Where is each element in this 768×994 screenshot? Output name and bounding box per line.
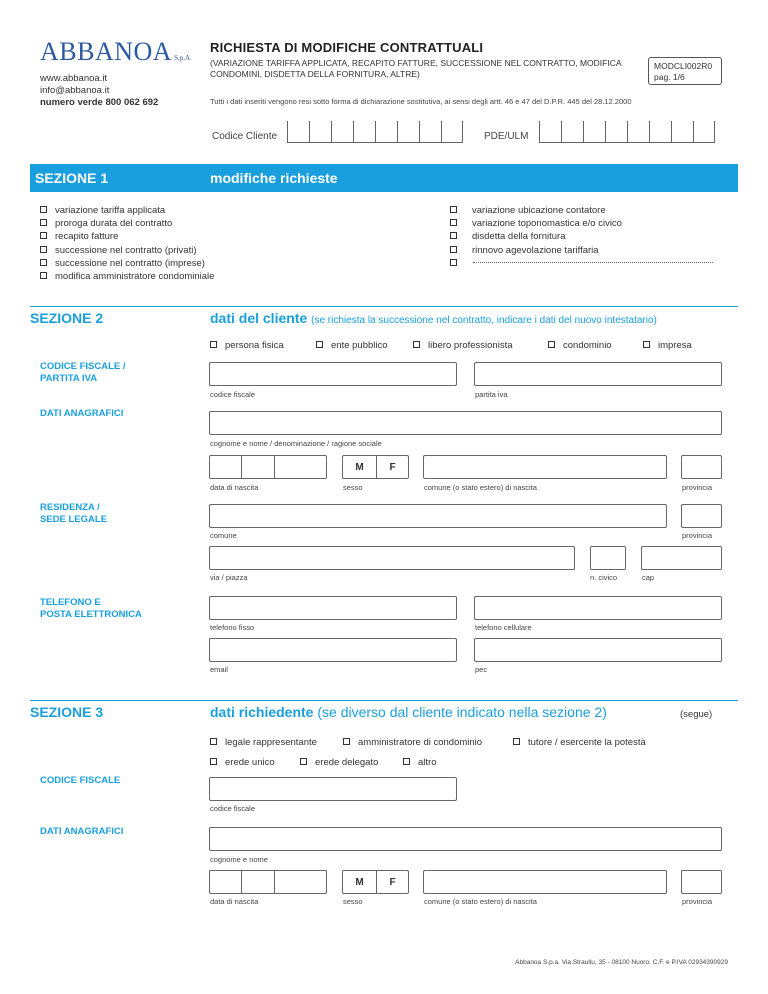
- form-code-box: [648, 57, 722, 85]
- checkbox[interactable]: [643, 341, 650, 348]
- comune-caption: comune: [210, 531, 237, 540]
- comune-nascita-input[interactable]: [423, 455, 667, 479]
- provincia-nascita-caption-3: provincia: [682, 897, 713, 906]
- cap-caption: cap: [642, 573, 655, 582]
- option-rinnovo-agevolazione[interactable]: rinnovo agevolazione tariffaria: [450, 244, 622, 257]
- option-successione-imprese[interactable]: successione nel contratto (imprese): [40, 257, 214, 270]
- data-nascita-caption-3: data di nascita: [210, 897, 259, 906]
- codice-fiscale-input-3[interactable]: [209, 777, 457, 801]
- checkbox[interactable]: [300, 758, 307, 765]
- section-2-note: (se richiesta la successione nel contratto, indicare i dati del nuovo intestatario): [311, 315, 657, 326]
- nome-input[interactable]: [209, 411, 722, 435]
- sex-f-3[interactable]: F: [376, 871, 408, 893]
- partita-iva-input[interactable]: [474, 362, 722, 386]
- checkbox[interactable]: [40, 259, 47, 266]
- codice-fiscale-input[interactable]: [209, 362, 457, 386]
- altro-line[interactable]: [473, 262, 713, 263]
- section-2-number: SEZIONE 2: [30, 310, 104, 326]
- section-3-number: SEZIONE 3: [30, 704, 104, 720]
- checkbox[interactable]: [450, 232, 457, 239]
- role-erede-unico[interactable]: erede unico: [210, 757, 275, 768]
- pec-input[interactable]: [474, 638, 722, 662]
- option-ubicazione-contatore[interactable]: variazione ubicazione contatore: [450, 204, 622, 217]
- sesso-input[interactable]: [342, 455, 409, 479]
- checkbox[interactable]: [450, 219, 457, 226]
- telefono-cellulare-caption: telefono cellulare: [475, 623, 532, 632]
- checkbox[interactable]: [40, 272, 47, 279]
- form-code: MODCLI002R0: [654, 61, 713, 71]
- checkbox[interactable]: [413, 341, 420, 348]
- type-persona-fisica[interactable]: persona fisica: [210, 340, 284, 351]
- comune-nascita-caption-3: comune (o stato estero) di nascita: [424, 897, 537, 906]
- section-2-title: dati del cliente (se richiesta la successione nel contratto, indicare i dati del nuovo intestatario): [210, 310, 657, 326]
- sex-m[interactable]: M: [355, 461, 364, 473]
- pde-input[interactable]: [539, 121, 715, 143]
- role-tutore[interactable]: tutore / esercente la potestà: [513, 737, 646, 748]
- email-input[interactable]: [209, 638, 457, 662]
- checkbox[interactable]: [210, 738, 217, 745]
- sesso-caption-3: sesso: [343, 897, 363, 906]
- section-3-title: dati richiedente (se diverso dal cliente indicato nella sezione 2): [210, 704, 607, 720]
- telefono-fisso-input[interactable]: [209, 596, 457, 620]
- checkbox[interactable]: [450, 246, 457, 253]
- via-caption: via / piazza: [210, 573, 248, 582]
- role-altro[interactable]: altro: [403, 757, 436, 768]
- page-number: pag. 1/6: [654, 72, 685, 82]
- label-cf-piva: CODICE FISCALE / PARTITA IVA: [40, 361, 126, 384]
- role-amministratore[interactable]: amministratore di condominio: [343, 737, 482, 748]
- checkbox[interactable]: [316, 341, 323, 348]
- section-3-note: (se diverso dal cliente indicato nella sezione 2): [317, 704, 607, 720]
- role-erede-delegato[interactable]: erede delegato: [300, 757, 378, 768]
- abbanoa-logo: ABBANOA S.p.A.: [40, 37, 192, 66]
- nome-caption: cognome e nome / denominazione / ragione sociale: [210, 439, 382, 448]
- checkbox[interactable]: [403, 758, 410, 765]
- role-legale-rappresentante[interactable]: legale rappresentante: [210, 737, 317, 748]
- checkbox[interactable]: [210, 758, 217, 765]
- checkbox[interactable]: [40, 206, 47, 213]
- section-1-title: modifiche richieste: [210, 170, 338, 186]
- option-toponomastica[interactable]: variazione toponomastica e/o civico: [450, 217, 622, 230]
- data-nascita-input-3[interactable]: [209, 870, 327, 894]
- checkbox[interactable]: [40, 246, 47, 253]
- telefono-cellulare-input[interactable]: [474, 596, 722, 620]
- codice-fiscale-caption-3: codice fiscale: [210, 804, 256, 813]
- comune-nascita-caption: comune (o stato estero) di nascita: [424, 483, 537, 492]
- option-disdetta[interactable]: disdetta della fornitura: [450, 230, 622, 243]
- provincia-nascita-input-3[interactable]: [681, 870, 722, 894]
- via-input[interactable]: [209, 546, 575, 570]
- provincia-input[interactable]: [681, 504, 722, 528]
- toll-free-number: numero verde 800 062 692: [40, 97, 159, 108]
- checkbox[interactable]: [548, 341, 555, 348]
- cap-input[interactable]: [641, 546, 722, 570]
- type-libero-professionista[interactable]: libero professionista: [413, 340, 513, 351]
- option-recapito-fatture[interactable]: recapito fatture: [40, 230, 214, 243]
- data-nascita-input[interactable]: [209, 455, 327, 479]
- checkbox[interactable]: [40, 232, 47, 239]
- section-1-left-options: [40, 204, 214, 283]
- label-dati-anagrafici: DATI ANAGRAFICI: [40, 408, 124, 419]
- option-successione-privati[interactable]: successione nel contratto (privati): [40, 244, 214, 257]
- sex-f[interactable]: F: [376, 456, 408, 478]
- codice-cliente-input[interactable]: [287, 121, 463, 143]
- pec-caption: pec: [475, 665, 488, 674]
- codice-cliente-label: Codice Cliente: [212, 131, 278, 142]
- footer-company-info: Abbanoa S.p.a. Via Straullu, 35 - 08100 Nuoro. C.F. e P.IVA 02934390929: [515, 959, 728, 966]
- section-1-header: [30, 164, 738, 192]
- sesso-input-3[interactable]: [342, 870, 409, 894]
- provincia-nascita-input[interactable]: [681, 455, 722, 479]
- nome-input-3[interactable]: [209, 827, 722, 851]
- section-1-right-options: [450, 204, 622, 270]
- checkbox[interactable]: [343, 738, 350, 745]
- codice-fiscale-caption: codice fiscale: [210, 390, 256, 399]
- label-residenza: RESIDENZA / SEDE LEGALE: [40, 502, 108, 525]
- pde-label: PDE/ULM: [484, 131, 529, 142]
- sex-m-3[interactable]: M: [355, 876, 364, 888]
- page-subtitle: (VARIAZIONE TARIFFA APPLICATA, RECAPITO FATTURE, SUCCESSIONE NEL CONTRATTO, MODIFICA CONDOMINI, DISDETTA DELLA FORNITURA, ALTRE): [210, 58, 622, 79]
- partita-iva-caption: partita iva: [475, 390, 508, 399]
- section-3-divider: [30, 700, 738, 701]
- checkbox[interactable]: [450, 206, 457, 213]
- contact-email[interactable]: info@abbanoa.it: [40, 85, 110, 96]
- section-1-number: SEZIONE 1: [35, 170, 109, 186]
- data-nascita-caption: data di nascita: [210, 483, 259, 492]
- option-proroga-durata[interactable]: proroga durata del contratto: [40, 217, 214, 230]
- checkbox[interactable]: [40, 219, 47, 226]
- legal-notice: Tutti i dati inseriti vengono resi sotto forma di dichiarazione sostitutiva, ai sensi degli artt. 46 e 47 del D.P.R. 445 del 28.12.2000: [210, 97, 632, 106]
- comune-nascita-input-3[interactable]: [423, 870, 667, 894]
- segue-label: (segue): [680, 709, 713, 720]
- option-modifica-amministratore[interactable]: modifica amministratore condominiale: [40, 270, 214, 283]
- checkbox[interactable]: [513, 738, 520, 745]
- label-codice-fiscale-3: CODICE FISCALE: [40, 775, 121, 786]
- checkbox[interactable]: [450, 259, 457, 266]
- checkbox[interactable]: [210, 341, 217, 348]
- telefono-fisso-caption: telefono fisso: [210, 623, 255, 632]
- option-altro[interactable]: [450, 257, 622, 270]
- civico-caption: n. civico: [590, 573, 618, 582]
- nome-caption-3: cognome e nome: [210, 855, 268, 864]
- option-variazione-tariffa[interactable]: variazione tariffa applicata: [40, 204, 214, 217]
- provincia-caption: provincia: [682, 531, 713, 540]
- page-title: RICHIESTA DI MODIFICHE CONTRATTUALI: [210, 40, 484, 55]
- website[interactable]: www.abbanoa.it: [40, 73, 108, 84]
- comune-input[interactable]: [209, 504, 667, 528]
- sesso-caption: sesso: [343, 483, 363, 492]
- provincia-nascita-caption: provincia: [682, 483, 713, 492]
- type-impresa[interactable]: impresa: [643, 340, 692, 351]
- section-2-divider: [30, 306, 738, 307]
- type-ente-pubblico[interactable]: ente pubblico: [316, 340, 388, 351]
- email-caption: email: [210, 665, 228, 674]
- type-condominio[interactable]: condominio: [548, 340, 612, 351]
- label-dati-anagrafici-3: DATI ANAGRAFICI: [40, 826, 124, 837]
- label-telefono: TELEFONO E POSTA ELETTRONICA: [40, 597, 142, 620]
- civico-input[interactable]: [590, 546, 626, 570]
